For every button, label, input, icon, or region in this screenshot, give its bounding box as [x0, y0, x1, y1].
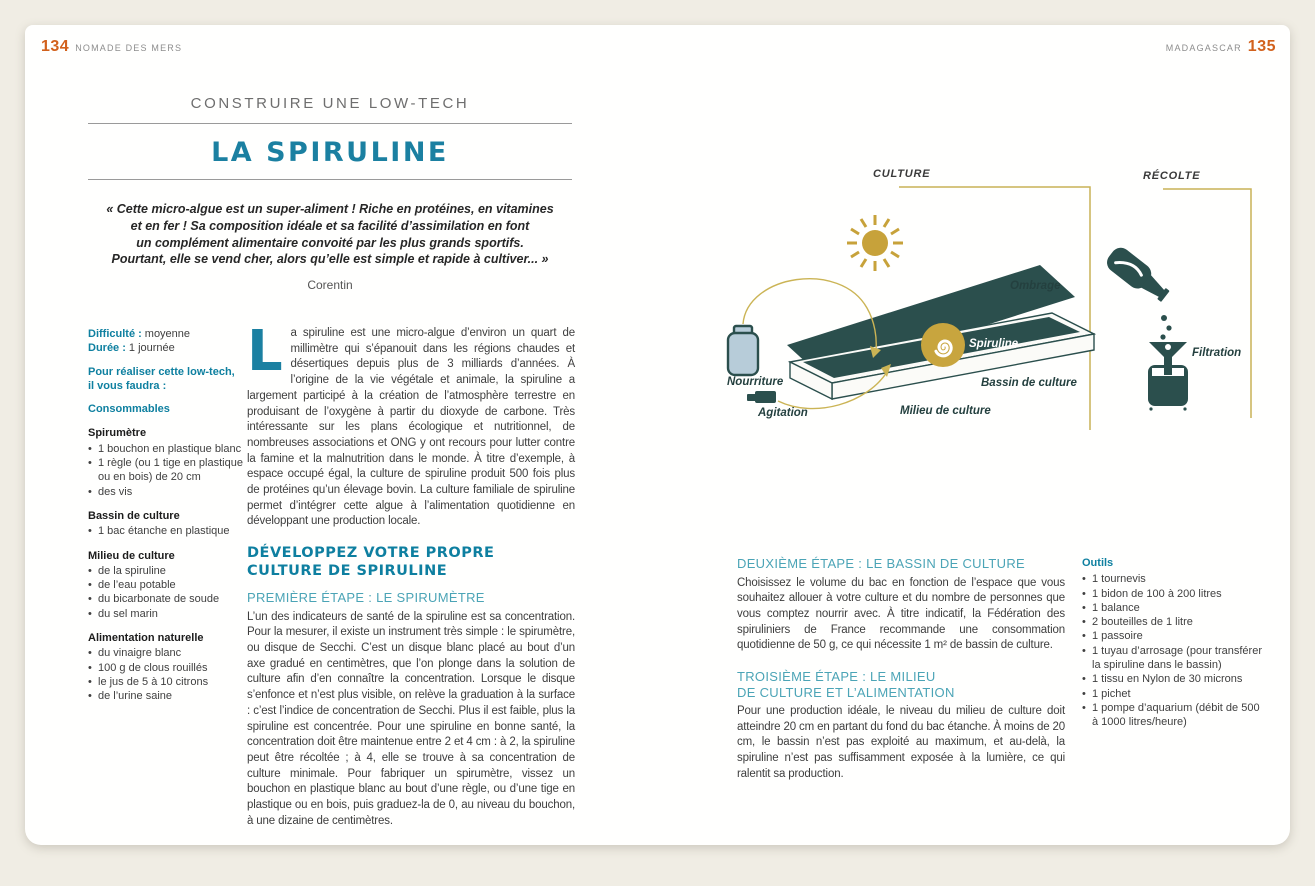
material-group-list [88, 646, 258, 703]
difficulty-value: moyenne [144, 328, 191, 340]
tool-item: • 1 tournevis [1082, 572, 1262, 586]
kicker: CONSTRUIRE UNE LOW-TECH [190, 95, 470, 112]
quote-line: et en fer ! Sa composition idéale et sa facilité d’assimilation en font [130, 218, 530, 233]
tool-item: • 1 pompe d’aquarium (débit de 500 à 1000 litres/heure) [1082, 701, 1262, 730]
material-group-list [88, 442, 258, 499]
culture-section-label: CULTURE [873, 168, 931, 180]
step-heading-line: DE CULTURE ET L’ALIMENTATION [737, 684, 955, 700]
agitation-label: Agitation [758, 407, 808, 419]
milieu-label: Milieu de culture [900, 405, 991, 417]
bassin-label: Bassin de culture [981, 377, 1077, 389]
material-item: • des vis [88, 485, 258, 499]
intro-text: a spiruline est une micro-algue d’environ un quart de millimètre qui s’épanouit dans les régions chaudes et désertiques depuis plus de 3 milliards d’années. À l’origine de la vie végétale et animale, la spiruline a largement participé à la création de l’atmosphère terrestre en produisant de l’oxygène à partir du dioxyde de carbone. Très intéressante sur les plans écologique et nutritionnel, de nombreuses associations et ONG y ont recours pour lutter contre la famine et la malnutrition dans le monde. À titre d’exemple, à espace occupé égal, la culture de spiruline produit 500 fois plus de protéines qu’un élevage bovin. La culture familiale de spiruline permet d’intégrer cette algue à l’alimentation quotidienne en développant une production locale. [247, 327, 575, 528]
material-item: • du vinaigre blanc [88, 646, 258, 660]
book-page-spread [25, 25, 1290, 845]
duration-value: 1 journée [128, 342, 175, 355]
difficulty-line [88, 327, 258, 341]
ombrage-label: Ombrage [1010, 280, 1061, 292]
droplets [1160, 315, 1171, 340]
step-heading-line: PREMIÈRE ÉTAPE : LE SPIRUMÈTRE [247, 590, 485, 606]
jar-icon [728, 326, 758, 375]
pull-quote [95, 201, 565, 294]
material-item: • le jus de 5 à 10 citrons [88, 675, 258, 689]
agitation-pump-icon [747, 391, 776, 403]
materials-intro-line2: il vous faudra : [88, 379, 167, 392]
step1-paragraph: L’un des indicateurs de santé de la spiruline est sa concentration. Pour la mesurer, il existe un instrument très simple : le spirumètre, ou disque de Secchi. C’est un disque blanc placé au bout d’un axe gradué en centimètres, que l’on plonge dans la solution de culture afin d’en connaître la concentration. Lorsque le disque s’enfonce et n’est plus visible, on relève la graduation à la surface : c’est l’indice de concentration de Secchi. Plus il est faible, plus la spiruline est concentrée. Pour une spiruline en bonne santé, la concentration doit être maintenue entre 2 et 4 cm : à 2, la spiruline peut être récoltée ; à 4, elle se trouve à sa concentration de culture minimale. Pour fabriquer un spirumètre, vissez un bouchon en plastique blanc au bout d’une règle, ou d’une tige en plastique ou en bois, puis graduez-la de 0, au niveau du bouchon, à une dizaine de centimètres. [247, 610, 575, 827]
material-item: • du sel marin [88, 607, 258, 621]
tools-title: Outils [1082, 557, 1114, 569]
material-group-list [88, 564, 258, 621]
tools-sidebar [1082, 556, 1262, 740]
left-running-head [41, 38, 182, 56]
material-item: • 1 bouchon en plastique blanc [88, 442, 258, 456]
material-item: • de la spiruline [88, 564, 258, 578]
spiruline-icon [921, 323, 965, 367]
culture-diagram [715, 160, 1265, 460]
quote-line: Pourtant, elle se vend cher, alors qu’elle est simple et rapide à cultiver... » [111, 252, 549, 267]
material-item: • 100 g de clous rouillés [88, 661, 258, 675]
material-item: • 1 bac étanche en plastique [88, 524, 258, 538]
tools-list [1082, 572, 1262, 729]
tool-item: • 1 passoire [1082, 629, 1262, 643]
material-item: • de l’urine saine [88, 689, 258, 703]
step1-heading [247, 590, 575, 606]
duration-label: Durée : [88, 342, 126, 355]
tool-item: • 1 pichet [1082, 687, 1262, 701]
step-heading-line: TROISIÈME ÉTAPE : LE MILIEU [737, 669, 936, 685]
intro-paragraph [247, 319, 575, 530]
filtration-label: Filtration [1192, 347, 1242, 359]
left-text-column [247, 319, 575, 829]
left-page-number: 134 [41, 38, 70, 55]
material-group-list [88, 524, 258, 538]
section-heading-line: DÉVELOPPEZ VOTRE PROPRE [247, 545, 495, 562]
right-text-column [737, 556, 1065, 783]
step2-heading [737, 556, 1065, 572]
recolte-section-label: RÉCOLTE [1143, 170, 1201, 182]
duration-line [88, 341, 258, 355]
left-running-title: NOMADE DES MERS [75, 43, 183, 53]
material-group-title: Bassin de culture [88, 509, 180, 522]
difficulty-label: Difficulté : [88, 328, 142, 340]
section-heading [247, 545, 575, 580]
right-running-title: MADAGASCAR [1165, 43, 1242, 53]
right-running-head [1166, 38, 1276, 56]
material-item: • 1 règle (ou 1 tige en plastique ou en bois) de 20 cm [88, 456, 258, 485]
tool-item: • 1 bidon de 100 à 200 litres [1082, 587, 1262, 601]
article-title: LA SPIRULINE [211, 137, 449, 168]
consumables-title: Consommables [88, 403, 170, 416]
step3-heading [737, 669, 1065, 700]
header-rule-top [88, 123, 572, 124]
materials-intro-line1: Pour réaliser cette low-tech, [88, 365, 235, 378]
material-group-title: Spirumètre [88, 427, 147, 440]
header-rule-bottom [88, 179, 572, 180]
nourriture-label: Nourriture [727, 376, 784, 388]
section-heading-line: CULTURE DE SPIRULINE [247, 562, 448, 579]
step3-paragraph: Pour une production idéale, le niveau du milieu de culture doit atteindre 20 cm en partant du fond du bac étanche. À moins de 20 cm, le bassin n’est pas exploité au maximum, et au-delà, la spiruline n’est pas suffisamment exposée à la lumière, ce qui ralentit sa production. [737, 705, 1065, 780]
pouring-bottle-icon [1103, 244, 1173, 307]
material-group-title: Milieu de culture [88, 549, 175, 562]
sun-icon [847, 215, 903, 271]
drop-cap: L [247, 319, 283, 384]
tool-item: • 1 tuyau d’arrosage (pour transférer la spiruline dans le bassin) [1082, 644, 1262, 673]
tool-item: • 2 bouteilles de 1 litre [1082, 615, 1262, 629]
material-group-title: Alimentation naturelle [88, 632, 204, 645]
material-item: • de l’eau potable [88, 578, 258, 592]
quote-line: un complément alimentaire convoité par les plus grands sportifs. [136, 235, 524, 250]
step-heading-line: DEUXIÈME ÉTAPE : LE BASSIN DE CULTURE [737, 556, 1026, 571]
material-item: • du bicarbonate de soude [88, 592, 258, 606]
tool-item: • 1 tissu en Nylon de 30 microns [1082, 672, 1262, 686]
materials-sidebar [88, 327, 258, 714]
right-page-number: 135 [1247, 38, 1276, 55]
spiruline-label: Spiruline [969, 338, 1019, 350]
step2-paragraph: Choisissez le volume du bac en fonction de l’espace que vous souhaitez allouer à votre culture et du nombre de personnes que vous comptez nourrir avec. À titre indicatif, la Fédération des spiruliniers de France recommande une consommation quotidienne de 50 g, ce qui nécessite 1 m² de bassin de culture. [737, 576, 1065, 652]
tool-item: • 1 balance [1082, 601, 1262, 615]
quote-line: « Cette micro-algue est un super-aliment ! Riche en protéines, en vitamines [106, 202, 554, 216]
quote-author: Corentin [307, 278, 353, 293]
article-header [88, 95, 572, 180]
